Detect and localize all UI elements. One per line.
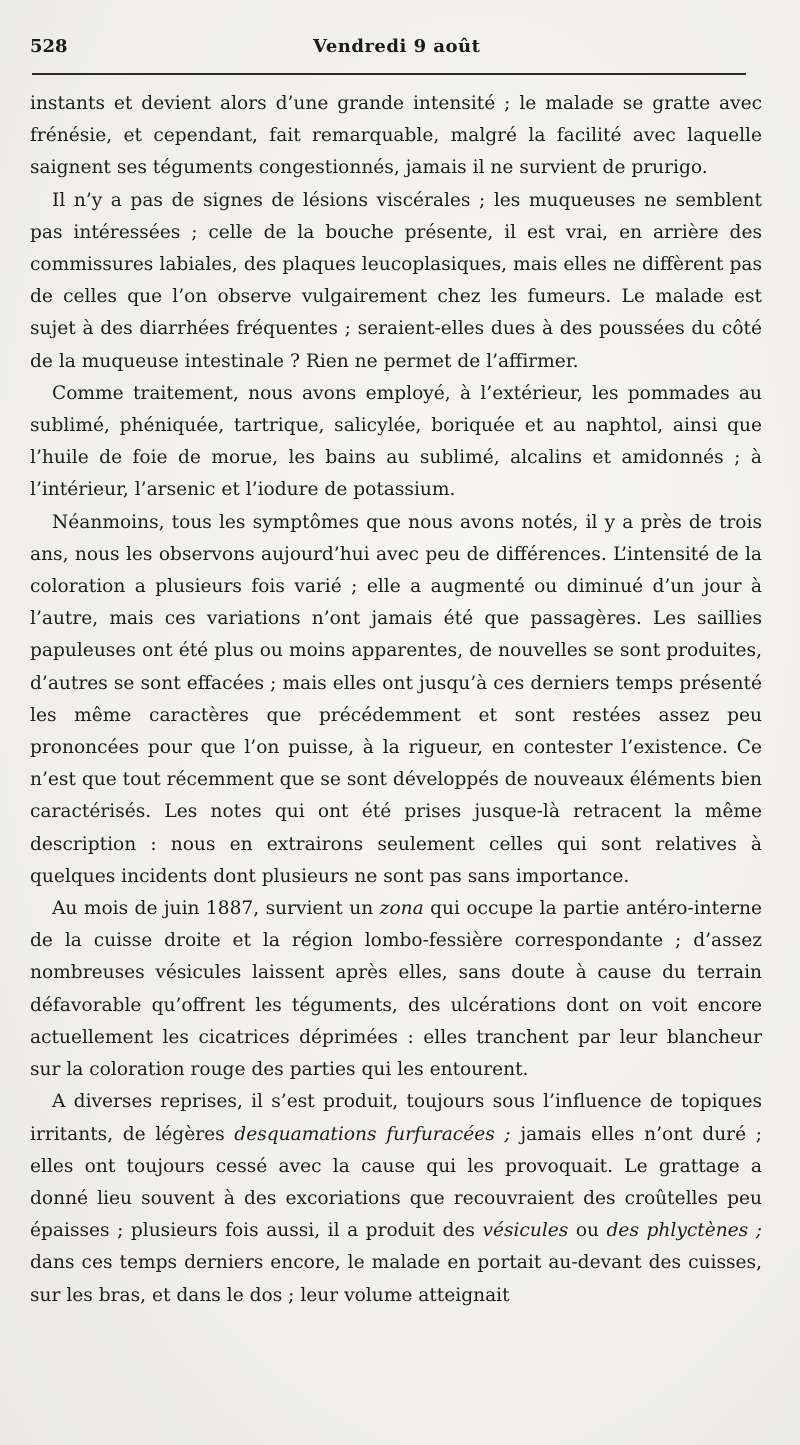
- header-rule: [32, 73, 746, 75]
- text-run: instants et devient alors d’une grande intensité ; le malade se gratte avec frénésie, et cependant, fait remarquable, malgré la facilité avec laquelle saignent ses téguments congestionnés, jamais il ne survient de prurigo.: [30, 93, 762, 179]
- paragraph: [30, 378, 762, 507]
- page-number: 528: [30, 36, 68, 57]
- paragraph: [30, 185, 762, 378]
- text-run: dans ces temps derniers encore, le malade en portait au-devant des cuisses, sur les bras, et dans le dos ; leur volume atteignait: [30, 1252, 762, 1306]
- paragraph: [30, 1086, 762, 1311]
- page-header: [30, 0, 762, 70]
- text-run: qui occupe la partie antéro-interne de la cuisse droite et la région lombo-fessière correspondante ; d’assez nombreuses vésicules laissent après elles, sans doute à cause du terrain défavorable qu’offrent les téguments, des ulcérations dont on voit encore actuellement les cicatrices déprimées : elles tranchent par leur blancheur sur la coloration rouge des parties qui les entourent.: [30, 898, 762, 1081]
- italic-text: des phlyctènes ;: [606, 1220, 763, 1242]
- text-run: ou: [568, 1220, 607, 1242]
- paragraph: [30, 88, 762, 185]
- text-run: Néanmoins, tous les symptômes que nous avons notés, il y a près de trois ans, nous les observons aujourd’hui avec peu de différences. L’intensité de la coloration a plusieurs fois varié ; elle a augmenté ou diminué d’un jour à l’autre, mais ces variations n’ont jamais été que passagères. Les saillies papuleuses ont été plus ou moins apparentes, de nouvelles se sont produites, d’autres se sont effacées ; mais elles ont jusqu’à ces derniers temps présenté les même caractères que précédemment et sont restées assez peu prononcées pour que l’on puisse, à la rigueur, en contester l’existence. Ce n’est que tout récemment que se sont développés de nouveaux éléments bien caractérisés. Les notes qui ont été prises jusque-là retracent la même description : nous en extrairons seulement celles qui sont relatives à quelques incidents dont plusieurs ne sont pas sans importance.: [30, 511, 762, 887]
- text-run: Au mois de juin 1887, survient un: [52, 898, 380, 920]
- text-run: Il n’y a pas de signes de lésions viscérales ; les muqueuses ne semblent pas intéressées ; celle de la bouche présente, il est vrai, en arrière des commissures labiales, des plaques leucoplasiques, mais elles ne diffèrent pas de celles que l’on observe vulgairement chez les fumeurs. Le malade est sujet à des diarrhées fréquentes ; seraient-elles dues à des poussées du côté de la muqueuse intestinale ? Rien ne permet de l’affirmer.: [30, 189, 762, 372]
- text-run: A diverses reprises, il s’est produit, toujours sous l’influence de topiques irritants, de légères: [30, 1091, 762, 1145]
- paragraph: [30, 893, 762, 1086]
- running-title: Vendredi 9 août: [313, 36, 481, 57]
- text-run: Comme traitement, nous avons employé, à l’extérieur, les pommades au sublimé, phéniquée, tartrique, salicylée, boriquée et au naphtol, ainsi que l’huile de foie de morue, les bains au sublimé, alcalins et amidonnés ; à l’intérieur, l’arsenic et l’iodure de potassium.: [30, 382, 762, 501]
- italic-text: desquamations furfuracées ;: [234, 1123, 511, 1145]
- italic-text: zona: [379, 898, 424, 920]
- text-run: jamais elles n’ont duré ; elles ont toujours cessé avec la cause qui les provoquait. Le grattage a donné lieu souvent à des excoriations que recouvraient des croûtelles peu épaisses ; plusieurs fois aussi, il a produit des: [30, 1123, 762, 1242]
- body-text: [30, 88, 762, 1312]
- paragraph: [30, 507, 762, 893]
- italic-text: vésicules: [482, 1220, 569, 1242]
